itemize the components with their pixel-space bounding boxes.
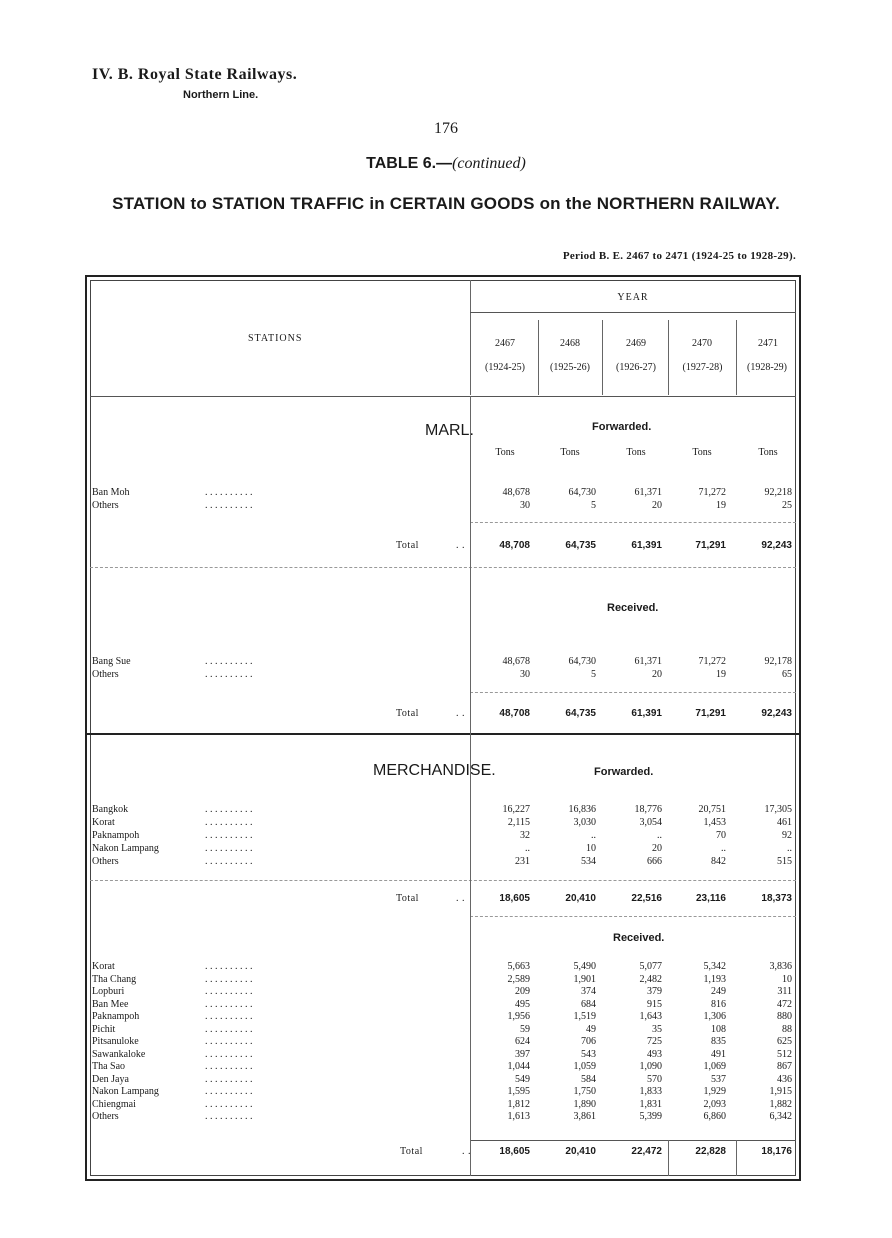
stations-header: STATIONS — [248, 333, 303, 344]
leader-dots: . . . . . . . . . . — [205, 986, 253, 997]
value-cell: 64,730 — [568, 656, 596, 667]
station-name: Paknampoh — [92, 830, 140, 841]
station-name: Korat — [92, 961, 115, 972]
station-name: Korat — [92, 817, 115, 828]
year-be-header: 2469 — [626, 338, 646, 349]
leader-dots: . . . . . . . . . . — [205, 656, 253, 667]
total-cell: 23,116 — [695, 893, 726, 904]
year-ad-header: (1928-29) — [747, 362, 787, 373]
value-cell: 3,861 — [573, 1111, 596, 1122]
value-cell: 30 — [520, 500, 530, 511]
total-cell: 64,735 — [565, 540, 596, 551]
leader-dots: . . — [456, 540, 465, 551]
unit-label: Tons — [495, 447, 515, 458]
value-cell: 5 — [591, 500, 596, 511]
merchandise-received-label: Received. — [613, 932, 665, 944]
value-cell: 249 — [711, 986, 726, 997]
value-cell: 5,342 — [703, 961, 726, 972]
value-cell: 88 — [782, 1023, 792, 1035]
value-cell: 19 — [716, 669, 726, 680]
value-cell: 48,678 — [502, 656, 530, 667]
leader-dots: . . . . . . . . . . — [205, 1111, 253, 1122]
leader-dots: . . . . . . . . . . — [205, 843, 253, 854]
stations-column-divider — [470, 396, 471, 1176]
total-cell: 18,176 — [761, 1146, 792, 1157]
marl-forwarded-label: Forwarded. — [592, 421, 652, 433]
year-ad-header: (1925-26) — [550, 362, 590, 373]
column-divider — [602, 320, 603, 395]
total-label: Total — [396, 540, 419, 551]
table-row — [0, 998, 892, 1011]
value-cell: 537 — [711, 1073, 726, 1085]
value-cell: 5 — [591, 669, 596, 680]
total-cell: 20,410 — [565, 893, 596, 904]
value-cell: 880 — [777, 1011, 792, 1022]
table-row — [0, 1073, 892, 1086]
value-cell: 20 — [652, 669, 662, 680]
value-cell: 684 — [581, 998, 596, 1010]
table-row — [0, 1060, 892, 1073]
total-cell: 18,605 — [499, 1146, 530, 1157]
value-cell: 32 — [520, 830, 530, 841]
table-row — [0, 1110, 892, 1123]
total-cell: 22,516 — [631, 893, 662, 904]
column-divider — [736, 320, 737, 395]
total-cell: 61,391 — [631, 708, 662, 719]
value-cell: 706 — [581, 1036, 596, 1047]
leader-dots: . . . . . . . . . . — [205, 1086, 253, 1097]
value-cell: 64,730 — [568, 487, 596, 498]
station-name: Nakon Lampang — [92, 843, 159, 854]
leader-dots: . . . . . . . . . . — [205, 1011, 253, 1022]
value-cell: 3,030 — [573, 817, 596, 828]
station-name: Ban Mee — [92, 998, 129, 1010]
value-cell: 1,090 — [639, 1061, 662, 1072]
leader-dots: . . . . . . . . . . — [205, 669, 253, 680]
unit-label: Tons — [560, 447, 580, 458]
leader-dots: . . . . . . . . . . — [205, 998, 253, 1010]
station-name: Sawankaloke — [92, 1048, 146, 1060]
leader-dots: . . . . . . . . . . — [205, 973, 253, 985]
table-row — [0, 1085, 892, 1098]
section-title: IV. B. Royal State Railways. — [92, 66, 298, 83]
value-cell: 549 — [515, 1073, 530, 1085]
leader-dots: . . . . . . . . . . — [205, 1098, 253, 1110]
value-cell: 5,490 — [573, 961, 596, 972]
table-row — [0, 842, 892, 855]
table-label — [0, 155, 892, 173]
total-label: Total — [396, 893, 419, 904]
value-cell: 379 — [647, 986, 662, 997]
value-cell: 461 — [777, 817, 792, 828]
leader-dots: . . — [456, 893, 465, 904]
value-cell: 1,193 — [703, 973, 726, 985]
value-cell: 2,115 — [507, 817, 530, 828]
section-rule — [90, 567, 796, 568]
table-row — [0, 985, 892, 998]
total-row — [0, 893, 892, 907]
leader-dots: . . . . . . . . . . — [205, 804, 253, 815]
value-cell: 915 — [647, 998, 662, 1010]
value-cell: 625 — [777, 1036, 792, 1047]
value-cell: 374 — [581, 986, 596, 997]
section-divider — [87, 733, 799, 735]
value-cell: 1,453 — [703, 817, 726, 828]
value-cell: 1,595 — [507, 1086, 530, 1097]
year-header-rule — [470, 312, 796, 313]
year-ad-header: (1927-28) — [682, 362, 723, 373]
table-label-text: TABLE 6.— — [366, 155, 453, 172]
value-cell: 725 — [647, 1036, 662, 1047]
station-name: Ban Moh — [92, 487, 130, 498]
value-cell: 25 — [782, 500, 792, 511]
value-cell: 584 — [581, 1073, 596, 1085]
value-cell: 17,305 — [764, 804, 792, 815]
total-cell: 64,735 — [565, 708, 596, 719]
leader-dots: . . — [456, 708, 465, 719]
value-cell: 20 — [652, 843, 662, 854]
value-cell: 10 — [586, 843, 596, 854]
value-cell: 30 — [520, 669, 530, 680]
station-name: Others — [92, 669, 119, 680]
total-cell: 20,410 — [565, 1146, 596, 1157]
station-name: Tha Chang — [92, 973, 137, 985]
table-row — [0, 1023, 892, 1036]
value-cell: .. — [591, 830, 596, 841]
station-name: Pitsanuloke — [92, 1036, 139, 1047]
value-cell: 10 — [782, 973, 792, 985]
table-title: STATION to STATION TRAFFIC in CERTAIN GOODS on the NORTHERN RAILWAY. — [112, 194, 780, 213]
value-cell: 35 — [652, 1023, 662, 1035]
value-cell: 311 — [777, 986, 792, 997]
total-rule — [470, 1140, 796, 1141]
total-cell: 61,391 — [631, 540, 662, 551]
value-cell: 5,077 — [639, 961, 662, 972]
station-name: Tha Sao — [92, 1061, 126, 1072]
table-row — [0, 499, 892, 512]
year-header: YEAR — [617, 292, 649, 303]
value-cell: 61,371 — [634, 656, 662, 667]
year-be-header: 2470 — [692, 338, 712, 349]
table-row — [0, 668, 892, 681]
value-cell: 70 — [716, 830, 726, 841]
section-subtitle: Northern Line. — [183, 89, 259, 101]
leader-dots: . . . . . . . . . . — [205, 1036, 253, 1047]
value-cell: 2,482 — [639, 973, 662, 985]
total-rule — [470, 522, 796, 523]
header-bottom-rule — [90, 396, 796, 397]
unit-label: Tons — [692, 447, 712, 458]
table-row — [0, 803, 892, 816]
value-cell: 6,860 — [703, 1111, 726, 1122]
total-cell: 71,291 — [695, 708, 726, 719]
total-label: Total — [400, 1146, 423, 1157]
total-row — [0, 540, 892, 554]
table-row — [0, 486, 892, 499]
year-be-header: 2471 — [758, 338, 778, 349]
section-rule — [470, 916, 796, 917]
value-cell: 624 — [515, 1036, 530, 1047]
column-divider — [668, 1140, 669, 1176]
period-caption: Period B. E. 2467 to 2471 (1924-25 to 1928-29). — [562, 250, 796, 262]
value-cell: 543 — [581, 1048, 596, 1060]
year-ad-header: (1924-25) — [485, 362, 525, 373]
station-name: Pichit — [92, 1023, 116, 1035]
value-cell: 5,663 — [507, 961, 530, 972]
leader-dots: . . — [462, 1146, 471, 1157]
value-cell: 491 — [711, 1048, 726, 1060]
value-cell: 436 — [777, 1073, 792, 1085]
value-cell: 20 — [652, 500, 662, 511]
station-name: Bangkok — [92, 804, 129, 815]
station-name: Others — [92, 1111, 119, 1122]
total-label: Total — [396, 708, 419, 719]
merchandise-forwarded-label: Forwarded. — [594, 766, 654, 778]
value-cell: 1,519 — [573, 1011, 596, 1022]
station-name: Others — [92, 500, 119, 511]
leader-dots: . . . . . . . . . . — [205, 1073, 253, 1085]
value-cell: 1,833 — [639, 1086, 662, 1097]
total-cell: 22,472 — [631, 1146, 662, 1157]
column-divider — [736, 1140, 737, 1176]
value-cell: 1,613 — [507, 1111, 530, 1122]
table-row — [0, 829, 892, 842]
value-cell: 1,044 — [507, 1061, 530, 1072]
value-cell: 108 — [711, 1023, 726, 1035]
value-cell: 65 — [782, 669, 792, 680]
leader-dots: . . . . . . . . . . — [205, 487, 253, 498]
value-cell: 1,643 — [639, 1011, 662, 1022]
value-cell: 59 — [520, 1023, 530, 1035]
table-row — [0, 960, 892, 973]
value-cell: .. — [721, 843, 726, 854]
value-cell: 1,890 — [573, 1098, 596, 1110]
total-rule — [90, 880, 796, 881]
leader-dots: . . . . . . . . . . — [205, 1048, 253, 1060]
value-cell: 472 — [777, 998, 792, 1010]
value-cell: 48,678 — [502, 487, 530, 498]
total-cell: 18,373 — [761, 893, 792, 904]
value-cell: .. — [657, 830, 662, 841]
value-cell: 61,371 — [634, 487, 662, 498]
unit-label: Tons — [758, 447, 778, 458]
leader-dots: . . . . . . . . . . — [205, 830, 253, 841]
total-row — [0, 1146, 892, 1160]
value-cell: 2,589 — [507, 973, 530, 985]
value-cell: 19 — [716, 500, 726, 511]
total-cell: 18,605 — [499, 893, 530, 904]
value-cell: 397 — [515, 1048, 530, 1060]
value-cell: 842 — [711, 856, 726, 867]
unit-label: Tons — [626, 447, 646, 458]
merchandise-section-title: MERCHANDISE. — [373, 762, 496, 779]
station-name: Paknampoh — [92, 1011, 140, 1022]
value-cell: 3,054 — [639, 817, 662, 828]
value-cell: 1,956 — [507, 1011, 530, 1022]
table-row — [0, 816, 892, 829]
total-cell: 92,243 — [761, 540, 792, 551]
station-name: Others — [92, 856, 119, 867]
table-row — [0, 973, 892, 986]
value-cell: 92,178 — [764, 656, 792, 667]
value-cell: 20,751 — [698, 804, 726, 815]
value-cell: 1,069 — [703, 1061, 726, 1072]
value-cell: 6,342 — [769, 1111, 792, 1122]
value-cell: 493 — [647, 1048, 662, 1060]
leader-dots: . . . . . . . . . . — [205, 1023, 253, 1035]
year-be-header: 2467 — [495, 338, 515, 349]
leader-dots: . . . . . . . . . . — [205, 817, 253, 828]
value-cell: 5,399 — [639, 1111, 662, 1122]
leader-dots: . . . . . . . . . . — [205, 856, 253, 867]
station-name: Den Jaya — [92, 1073, 129, 1085]
table-row — [0, 855, 892, 868]
value-cell: 534 — [581, 856, 596, 867]
value-cell: 71,272 — [698, 656, 726, 667]
station-name: Nakon Lampang — [92, 1086, 159, 1097]
station-name: Bang Sue — [92, 656, 131, 667]
leader-dots: . . . . . . . . . . — [205, 500, 253, 511]
value-cell: 1,812 — [507, 1098, 530, 1110]
value-cell: 1,915 — [769, 1086, 792, 1097]
value-cell: 816 — [711, 998, 726, 1010]
table-continued: (continued) — [452, 155, 526, 172]
total-rule — [470, 692, 796, 693]
total-cell: 71,291 — [695, 540, 726, 551]
value-cell: 16,227 — [502, 804, 530, 815]
value-cell: 515 — [777, 856, 792, 867]
value-cell: 1,059 — [573, 1061, 596, 1072]
value-cell: 835 — [711, 1036, 726, 1047]
value-cell: 666 — [647, 856, 662, 867]
value-cell: 2,093 — [703, 1098, 726, 1110]
table-row — [0, 1010, 892, 1023]
leader-dots: . . . . . . . . . . — [205, 1061, 253, 1072]
value-cell: 3,836 — [769, 961, 792, 972]
value-cell: 1,831 — [639, 1098, 662, 1110]
value-cell: 1,929 — [703, 1086, 726, 1097]
marl-section-title: MARL. — [425, 422, 474, 439]
total-cell: 48,708 — [499, 540, 530, 551]
value-cell: 570 — [647, 1073, 662, 1085]
value-cell: 495 — [515, 998, 530, 1010]
value-cell: 49 — [586, 1023, 596, 1035]
column-divider — [538, 320, 539, 395]
table-row — [0, 1098, 892, 1111]
value-cell: 16,836 — [568, 804, 596, 815]
station-name: Lopburi — [92, 986, 125, 997]
value-cell: 92,218 — [764, 487, 792, 498]
value-cell: 512 — [777, 1048, 792, 1060]
year-ad-header: (1926-27) — [616, 362, 656, 373]
value-cell: 1,306 — [703, 1011, 726, 1022]
station-name: Chiengmai — [92, 1098, 136, 1110]
column-divider — [668, 320, 669, 395]
total-cell: 48,708 — [499, 708, 530, 719]
value-cell: 1,750 — [573, 1086, 596, 1097]
value-cell: 867 — [777, 1061, 792, 1072]
total-cell: 22,828 — [695, 1146, 726, 1157]
page-number: 176 — [434, 120, 458, 137]
leader-dots: . . . . . . . . . . — [205, 961, 253, 972]
value-cell: .. — [525, 843, 530, 854]
value-cell: 92 — [782, 830, 792, 841]
value-cell: 71,272 — [698, 487, 726, 498]
value-cell: 231 — [515, 856, 530, 867]
value-cell: 18,776 — [634, 804, 662, 815]
value-cell: .. — [787, 843, 792, 854]
table-row — [0, 1048, 892, 1061]
total-cell: 92,243 — [761, 708, 792, 719]
value-cell: 1,882 — [769, 1098, 792, 1110]
value-cell: 209 — [515, 986, 530, 997]
year-be-header: 2468 — [560, 338, 580, 349]
marl-received-label: Received. — [607, 602, 659, 614]
table-row — [0, 655, 892, 668]
total-row — [0, 708, 892, 722]
value-cell: 1,901 — [573, 973, 596, 985]
table-row — [0, 1035, 892, 1048]
